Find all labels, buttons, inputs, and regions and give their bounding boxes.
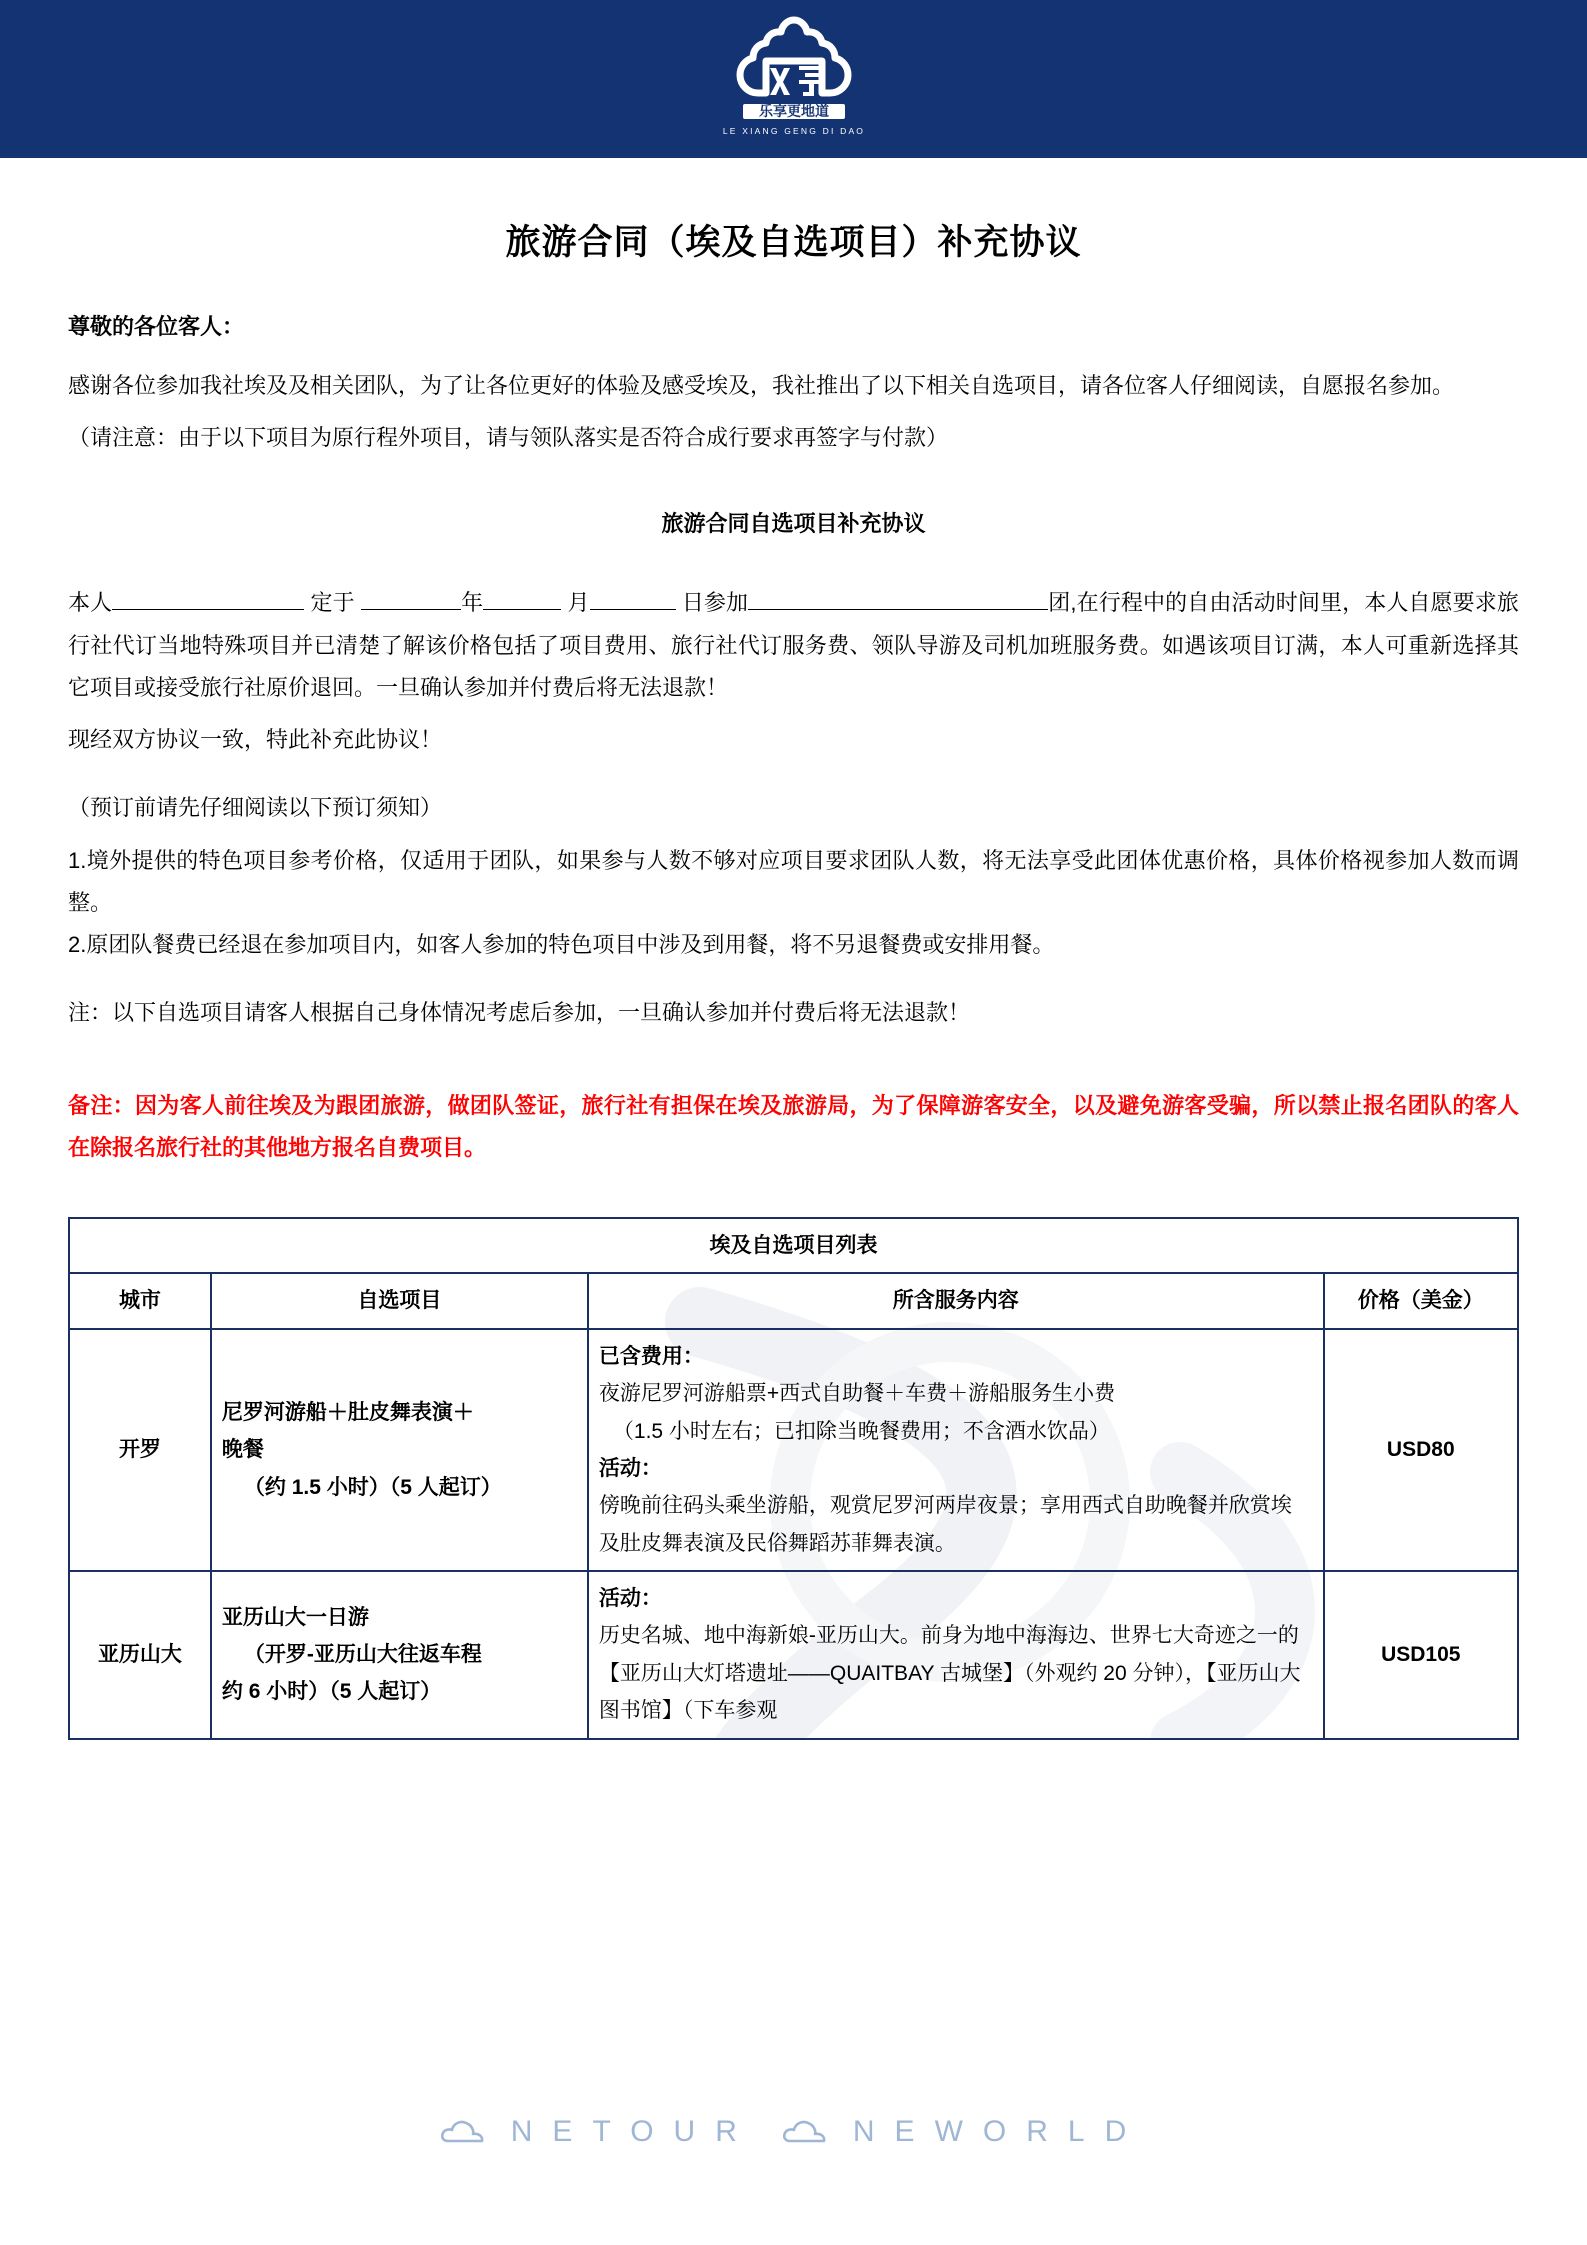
desc-1-text-2: （1.5 小时左右；已扣除当晚餐费用；不含酒水饮品） bbox=[612, 1419, 1110, 1443]
blank-name-field[interactable] bbox=[112, 586, 304, 610]
cell-desc-2 bbox=[588, 1571, 1324, 1739]
cloud-icon-right bbox=[783, 2117, 827, 2147]
health-note: 注：以下自选项目请客人根据自己身体情况考虑后参加，一旦确认参加并付费后将无法退款！ bbox=[68, 1000, 971, 1026]
cell-city-1: 开罗 bbox=[69, 1329, 211, 1571]
cloud-icon-left bbox=[441, 2117, 485, 2147]
table-row bbox=[69, 1571, 1518, 1739]
contract-seg-6: 团,在行程中的自由活动时间里，本人自愿要求旅行社代订当地特殊项目并已清楚了解该价格包括了项目费用、旅行社代订服务费、领队导游及司机加班服务费。如遇该项目订满，本人可重新选择其它项目或接受旅行社原价退回。一旦确认参加并付费后将无法退款！ bbox=[68, 590, 1519, 700]
table-caption: 埃及自选项目列表 bbox=[69, 1218, 1518, 1273]
item-1-line-1: 尼罗河游船＋肚皮舞表演＋ bbox=[221, 1400, 474, 1424]
contract-seg-3: 年 bbox=[460, 590, 484, 616]
logo-slogan-pinyin: LE XIANG GENG DI DAO bbox=[722, 126, 865, 136]
agreement-subtitle: 旅游合同自选项目补充协议 bbox=[661, 511, 926, 537]
cell-item-1 bbox=[211, 1329, 588, 1571]
red-remark: 备注：因为客人前往埃及为跟团旅游，做团队签证，旅行社有担保在埃及旅游局，为了保障游客安全，以及避免游客受骗，所以禁止报名团队的客人在除报名旅行社的其他地方报名自费项目。 bbox=[68, 1092, 1519, 1160]
page-footer bbox=[0, 2115, 1587, 2149]
item-1-line-2: 晚餐 bbox=[221, 1438, 264, 1462]
agreed-line: 现经双方协议一致，特此补充此协议！ bbox=[68, 727, 443, 753]
contract-seg-2: 定于 bbox=[310, 590, 355, 616]
logo-cloud-icon bbox=[709, 14, 879, 146]
item-1-line-3: （约 1.5 小时）（5 人起订） bbox=[243, 1475, 502, 1499]
booking-notice-item-1: 1.境外提供的特色项目参考价格，仅适用于团队，如果参与人数不够对应项目要求团队人数，将无法享受此团体优惠价格，具体价格视参加人数而调整。 bbox=[68, 847, 1519, 915]
desc-1-label-1: 已含费用： bbox=[598, 1344, 704, 1368]
cell-item-2 bbox=[211, 1571, 588, 1739]
salutation: 尊敬的各位客人： bbox=[68, 314, 245, 339]
desc-1-text-1: 夜游尼罗河游船票+西式自助餐＋车费＋游船服务生小费 bbox=[598, 1382, 1116, 1406]
cell-city-2: 亚历山大 bbox=[69, 1571, 211, 1739]
contract-fill-block bbox=[68, 582, 1519, 709]
booking-notice-list bbox=[68, 840, 1519, 967]
table-row bbox=[69, 1329, 1518, 1571]
cell-price-1: USD80 bbox=[1324, 1329, 1518, 1571]
desc-2-label-1: 活动： bbox=[598, 1587, 662, 1611]
item-2-line-3: 约 6 小时）（5 人起订） bbox=[221, 1680, 442, 1704]
cell-desc-1 bbox=[588, 1329, 1324, 1571]
document-page bbox=[0, 222, 1587, 1740]
contract-seg-1: 本人 bbox=[68, 590, 113, 616]
blank-month-field[interactable] bbox=[483, 586, 561, 610]
column-header-price: 价格（美金） bbox=[1324, 1273, 1518, 1328]
logo-slogan-cn: 乐享更地道 bbox=[758, 103, 829, 119]
item-2-line-1: 亚历山大一日游 bbox=[221, 1605, 369, 1629]
company-logo bbox=[709, 14, 879, 144]
column-header-services: 所含服务内容 bbox=[588, 1273, 1324, 1328]
footer-word-neworld: NEWORLD bbox=[852, 2115, 1147, 2148]
column-header-city: 城市 bbox=[69, 1273, 211, 1328]
desc-1-label-2: 活动： bbox=[598, 1456, 662, 1480]
blank-year-field[interactable] bbox=[361, 586, 461, 610]
column-header-item: 自选项目 bbox=[211, 1273, 588, 1328]
blank-day-field[interactable] bbox=[590, 586, 676, 610]
attention-paragraph: （请注意：由于以下项目为原行程外项目，请与领队落实是否符合成行要求再签字与付款） bbox=[68, 425, 949, 451]
desc-1-text-3: 傍晚前往码头乘坐游船，观赏尼罗河两岸夜景；享用西式自助晚餐并欣赏埃及肚皮舞表演及民俗舞蹈苏菲舞表演。 bbox=[598, 1494, 1292, 1555]
intro-paragraph: 感谢各位参加我社埃及及相关团队，为了让各位更好的体验及感受埃及，我社推出了以下相关自选项目，请各位客人仔细阅读，自愿报名参加。 bbox=[68, 373, 1455, 398]
booking-notice-header: （预订前请先仔细阅读以下预订须知） bbox=[68, 795, 443, 821]
contract-seg-4: 月 bbox=[567, 590, 590, 616]
table-header-row bbox=[69, 1273, 1518, 1328]
optional-items-table bbox=[68, 1217, 1519, 1740]
page-title: 旅游合同（埃及自选项目）补充协议 bbox=[505, 223, 1082, 262]
desc-2-text-1: 历史名城、地中海新娘-亚历山大。前身为地中海海边、世界七大奇迹之一的【亚历山大灯塔遗址——QUAITBAY 古城堡】（外观约 20 分钟），【亚历山大图书馆】（下车参观 bbox=[598, 1624, 1301, 1723]
contract-seg-5: 日参加 bbox=[681, 590, 749, 616]
table-caption-row bbox=[69, 1218, 1518, 1273]
blank-group-field[interactable] bbox=[748, 586, 1048, 610]
footer-word-netour: NETOUR bbox=[510, 2115, 757, 2148]
booking-notice-item-2: 2.原团队餐费已经退在参加项目内，如客人参加的特色项目中涉及到用餐，将不另退餐费或安排用餐。 bbox=[68, 932, 1055, 958]
cell-price-2: USD105 bbox=[1324, 1571, 1518, 1739]
item-2-line-2: （开罗-亚历山大往返车程 bbox=[243, 1643, 482, 1667]
page-header-band bbox=[0, 0, 1587, 158]
